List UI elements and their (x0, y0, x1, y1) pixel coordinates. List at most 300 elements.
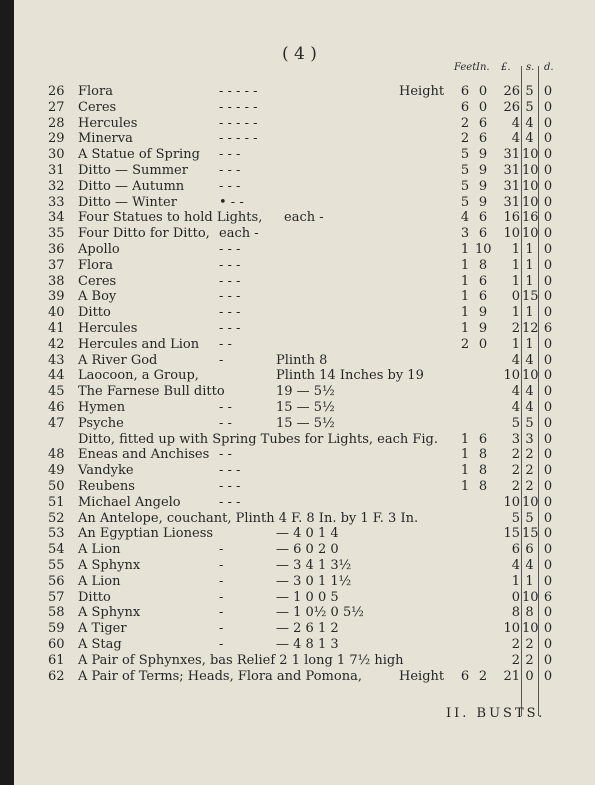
list-item (14, 242, 595, 258)
item-number: 54 (48, 542, 65, 558)
item-name: Hercules and Lion (78, 336, 200, 352)
plinth-dimensions: — 3 0 1 1½ (276, 573, 352, 589)
item-number: 49 (48, 463, 65, 479)
shillings-value: 10 (522, 368, 539, 384)
item-number: 40 (48, 305, 65, 321)
shillings-value: 3 (525, 431, 534, 447)
section-heading-busts: II. BUSTS. (446, 706, 546, 721)
pounds-value: 5 (511, 415, 520, 431)
shillings-value: 5 (525, 415, 534, 431)
list-item (14, 432, 595, 448)
item-name: The Farnese Bull ditto (78, 384, 225, 400)
pence-value: 6 (543, 589, 553, 605)
pounds-value: 2 (511, 479, 520, 494)
feet-value: 5 (460, 178, 470, 194)
leader-dots: - - (219, 336, 232, 352)
list-item (14, 84, 595, 100)
item-name: A Boy (78, 289, 117, 305)
item-number: 31 (48, 163, 65, 178)
height-label: Height (399, 84, 445, 99)
plinth-dimensions: Plinth 8 (276, 352, 328, 368)
feet-value: 5 (460, 194, 470, 210)
pounds-value: 2 (511, 637, 520, 652)
item-name: A Statue of Spring (78, 147, 200, 163)
item-number: 43 (48, 352, 65, 368)
item-number: 46 (48, 400, 65, 415)
pounds-value: 2 (511, 321, 520, 336)
pounds-value: 31 (503, 194, 520, 210)
leader-dots: - - (219, 400, 232, 415)
plinth-dimensions: Plinth 14 Inches by 19 (276, 368, 424, 384)
pounds-value: 4 (511, 131, 520, 147)
catalogue-page (14, 0, 595, 785)
item-number: 56 (48, 573, 65, 589)
pence-value: 0 (543, 494, 553, 510)
list-item (14, 147, 595, 163)
item-number: 32 (48, 178, 65, 194)
item-number: 44 (48, 368, 65, 384)
leader-dots: - - (219, 447, 232, 463)
pence-value: 0 (543, 621, 553, 637)
list-item (14, 653, 595, 669)
leader-dots: - - - - - (219, 115, 258, 131)
item-name: Hercules (78, 321, 138, 336)
feet-value: 1 (460, 257, 470, 273)
inches-value: 8 (478, 257, 488, 273)
pence-value: 0 (543, 542, 553, 558)
shillings-value: 8 (525, 605, 534, 621)
pence-value: 0 (543, 273, 553, 289)
list-item (14, 637, 595, 653)
height-label: Height (399, 668, 445, 684)
leader-dots: - - - (219, 178, 241, 194)
item-name: Ditto — Summer (78, 163, 188, 178)
feet-value: 1 (460, 479, 470, 494)
pounds-value: 1 (511, 573, 520, 589)
pounds-value: 1 (511, 273, 520, 289)
item-number: 51 (48, 494, 65, 510)
pounds-value: 2 (511, 447, 520, 463)
shillings-value: 1 (525, 257, 534, 273)
shillings-value: 16 (522, 210, 539, 226)
shillings-value: 4 (525, 400, 534, 415)
item-number: 30 (48, 147, 65, 163)
pounds-value: 31 (503, 147, 520, 163)
pence-value: 0 (543, 668, 553, 684)
item-number: 42 (48, 336, 65, 352)
header-feet: Feet (454, 62, 477, 73)
shillings-value: 10 (522, 147, 539, 163)
feet-value: 2 (460, 336, 470, 352)
item-name: Four Statues to hold Lights, (78, 210, 263, 226)
shillings-value: 0 (525, 668, 534, 684)
feet-value: 1 (460, 305, 470, 321)
feet-value: 6 (460, 99, 470, 115)
list-item (14, 337, 595, 353)
item-name: Ditto (78, 305, 111, 321)
pounds-value: 2 (511, 463, 520, 479)
list-item (14, 542, 595, 558)
item-number: 36 (48, 242, 65, 257)
list-item (14, 605, 595, 621)
inches-value: 9 (478, 321, 488, 336)
inches-value: 6 (478, 431, 488, 447)
pounds-value: 10 (503, 494, 520, 510)
pence-value: 0 (543, 431, 553, 447)
leader-dots: - - - - - (219, 99, 258, 115)
inches-value: 8 (478, 463, 488, 479)
feet-value: 1 (460, 273, 470, 289)
pence-value: 0 (543, 573, 553, 589)
plinth-dimensions: 15 — 5½ (276, 415, 335, 431)
inches-value: 9 (478, 163, 488, 178)
item-number: 48 (48, 447, 65, 463)
feet-value: 3 (460, 226, 470, 242)
leader-dots: - - (219, 415, 232, 431)
item-number: 35 (48, 226, 65, 242)
inches-value: 10 (475, 242, 492, 257)
plinth-dimensions: — 2 6 1 2 (276, 621, 339, 637)
inches-value: 8 (478, 479, 488, 494)
pence-value: 0 (543, 336, 553, 352)
item-name: Eneas and Anchises (78, 447, 210, 463)
list-item (14, 621, 595, 637)
list-item (14, 353, 595, 369)
pence-value: 0 (543, 99, 553, 115)
list-item (14, 195, 595, 211)
item-number: 47 (48, 415, 65, 431)
leader-dots: each - (284, 210, 324, 226)
inches-value: 6 (478, 226, 488, 242)
pounds-value: 15 (503, 526, 520, 542)
pence-value: 6 (543, 321, 553, 336)
inches-value: 0 (478, 336, 488, 352)
leader-dots: - - - (219, 479, 241, 494)
leader-dots: - (219, 558, 224, 573)
pence-value: 0 (543, 115, 553, 131)
pence-value: 0 (543, 368, 553, 384)
item-name: A Lion (78, 573, 121, 589)
pounds-value: 26 (503, 84, 520, 99)
feet-value: 1 (460, 447, 470, 463)
list-item (14, 400, 595, 416)
shillings-value: 2 (525, 637, 534, 652)
pounds-value: 0 (511, 289, 520, 305)
feet-value: 1 (460, 242, 470, 257)
item-name: Hymen (78, 400, 126, 415)
shillings-value: 10 (522, 589, 539, 605)
item-name: Flora (78, 257, 113, 273)
shillings-value: 4 (525, 352, 534, 368)
list-item (14, 368, 595, 384)
item-number: 38 (48, 273, 65, 289)
pence-value: 0 (543, 558, 553, 573)
shillings-value: 2 (525, 463, 534, 479)
list-item (14, 416, 595, 432)
pence-value: 0 (543, 210, 553, 226)
inches-value: 6 (478, 210, 488, 226)
shillings-value: 12 (522, 321, 539, 336)
leader-dots: - - - (219, 163, 241, 178)
list-item (14, 479, 595, 495)
inches-value: 6 (478, 273, 488, 289)
item-number: 29 (48, 131, 65, 147)
leader-dots: - (219, 542, 224, 558)
item-name: Ditto — Autumn (78, 178, 185, 194)
list-item (14, 163, 595, 179)
pence-value: 0 (543, 400, 553, 415)
pence-value: 0 (543, 652, 553, 668)
pence-value: 0 (543, 257, 553, 273)
inches-value: 2 (478, 668, 488, 684)
pence-value: 0 (543, 479, 553, 494)
shillings-value: 1 (525, 273, 534, 289)
inches-value: 8 (478, 447, 488, 463)
pounds-value: 26 (503, 99, 520, 115)
item-name: A Tiger (78, 621, 127, 637)
list-item (14, 131, 595, 147)
shillings-value: 10 (522, 194, 539, 210)
list-item (14, 526, 595, 542)
item-name: Apollo (78, 242, 120, 257)
leader-dots: • - - (219, 194, 244, 210)
plinth-dimensions: — 6 0 2 0 (276, 542, 339, 558)
pounds-value: 31 (503, 178, 520, 194)
plinth-dimensions: 19 — 5½ (276, 384, 335, 400)
list-item (14, 558, 595, 574)
pounds-value: 2 (511, 652, 520, 668)
item-name: Hercules (78, 115, 138, 131)
item-number: 57 (48, 589, 65, 605)
pounds-value: 4 (511, 115, 520, 131)
shillings-value: 2 (525, 652, 534, 668)
shillings-value: 1 (525, 305, 534, 321)
item-name: Reubens (78, 479, 135, 494)
item-number: 27 (48, 99, 65, 115)
leader-dots: - (219, 637, 224, 652)
pence-value: 0 (543, 463, 553, 479)
item-number: 50 (48, 479, 65, 494)
list-item (14, 669, 595, 685)
feet-value: 2 (460, 115, 470, 131)
feet-value: 1 (460, 431, 470, 447)
leader-dots: - (219, 605, 224, 621)
leader-dots: - - - (219, 257, 241, 273)
list-item (14, 226, 595, 242)
shillings-value: 1 (525, 336, 534, 352)
leader-dots: - - - (219, 242, 241, 257)
pence-value: 0 (543, 84, 553, 99)
pence-value: 0 (543, 194, 553, 210)
pounds-value: 1 (511, 242, 520, 257)
list-item (14, 116, 595, 132)
leader-dots: - - - (219, 289, 241, 305)
leader-dots: - - - - - (219, 84, 258, 99)
feet-value: 6 (460, 668, 470, 684)
item-name: Ceres (78, 273, 117, 289)
feet-value: 4 (460, 210, 470, 226)
header-pence: d. (544, 62, 554, 73)
pounds-value: 6 (511, 542, 520, 558)
plinth-dimensions: — 3 4 1 3½ (276, 558, 352, 573)
shillings-value: 4 (525, 558, 534, 573)
item-name: Ceres (78, 99, 117, 115)
inches-value: 6 (478, 289, 488, 305)
list-item (14, 274, 595, 290)
item-number: 59 (48, 621, 65, 637)
pounds-value: 1 (511, 336, 520, 352)
item-number: 33 (48, 194, 65, 210)
shillings-value: 1 (525, 242, 534, 257)
pence-value: 0 (543, 305, 553, 321)
shillings-value: 4 (525, 384, 534, 400)
feet-value: 5 (460, 147, 470, 163)
header-inches: In. (476, 62, 490, 73)
shillings-value: 5 (525, 99, 534, 115)
leader-dots: - (219, 352, 224, 368)
list-item (14, 100, 595, 116)
leader-dots: each - (219, 226, 259, 242)
pence-value: 0 (543, 637, 553, 652)
shillings-value: 10 (522, 178, 539, 194)
pounds-value: 4 (511, 352, 520, 368)
item-name: Vandyke (78, 463, 134, 479)
item-name: An Egyptian Lioness (78, 526, 214, 542)
item-name: A Sphynx (78, 558, 141, 573)
inches-value: 9 (478, 178, 488, 194)
item-number: 34 (48, 210, 65, 226)
inches-value: 9 (478, 194, 488, 210)
list-item (14, 511, 595, 527)
shillings-value: 6 (525, 542, 534, 558)
pence-value: 0 (543, 384, 553, 400)
leader-dots: - (219, 573, 224, 589)
shillings-value: 15 (522, 526, 539, 542)
pence-value: 0 (543, 415, 553, 431)
pence-value: 0 (543, 131, 553, 147)
inches-value: 0 (478, 99, 488, 115)
list-item (14, 495, 595, 511)
item-name: Michael Angelo (78, 494, 181, 510)
item-name: Laocoon, a Group, (78, 368, 199, 384)
leader-dots: - - - - - (219, 131, 258, 147)
item-name: A Lion (78, 542, 121, 558)
item-number: 62 (48, 668, 65, 684)
pence-value: 0 (543, 147, 553, 163)
item-name: Ditto — Winter (78, 194, 177, 210)
list-item (14, 384, 595, 400)
item-number: 28 (48, 115, 65, 131)
item-number: 39 (48, 289, 65, 305)
item-name: Ditto (78, 589, 111, 605)
inches-value: 6 (478, 115, 488, 131)
item-number: 41 (48, 321, 65, 336)
header-shillings: s. (526, 62, 535, 73)
leader-dots: - - - (219, 463, 241, 479)
item-name: A Sphynx (78, 605, 141, 621)
item-name: Minerva (78, 131, 133, 147)
pounds-value: 10 (503, 621, 520, 637)
feet-value: 1 (460, 289, 470, 305)
inches-value: 9 (478, 147, 488, 163)
shillings-value: 10 (522, 226, 539, 242)
shillings-value: 15 (522, 289, 539, 305)
pounds-value: 8 (511, 605, 520, 621)
shillings-value: 2 (525, 479, 534, 494)
inches-value: 6 (478, 131, 488, 147)
leader-dots: - (219, 621, 224, 637)
list-item (14, 321, 595, 337)
list-item (14, 463, 595, 479)
shillings-value: 10 (522, 163, 539, 178)
plinth-dimensions: — 4 0 1 4 (276, 526, 339, 542)
item-number: 52 (48, 510, 65, 526)
plinth-dimensions: 15 — 5½ (276, 400, 335, 415)
list-item (14, 179, 595, 195)
item-number: 37 (48, 257, 65, 273)
list-item (14, 447, 595, 463)
list-item (14, 289, 595, 305)
pounds-value: 4 (511, 558, 520, 573)
item-number: 61 (48, 652, 65, 668)
item-name: Ditto, fitted up with Spring Tubes for Lights, each Fig. (78, 431, 439, 447)
pence-value: 0 (543, 447, 553, 463)
feet-value: 6 (460, 84, 470, 99)
shillings-value: 1 (525, 573, 534, 589)
pence-value: 0 (543, 163, 553, 178)
inches-value: 0 (478, 84, 488, 99)
feet-value: 5 (460, 163, 470, 178)
item-number: 45 (48, 384, 65, 400)
leader-dots: - - - (219, 147, 241, 163)
pounds-value: 5 (511, 510, 520, 526)
pounds-value: 1 (511, 257, 520, 273)
pence-value: 0 (543, 226, 553, 242)
item-number: 58 (48, 605, 65, 621)
pounds-value: 4 (511, 400, 520, 415)
pounds-value: 16 (503, 210, 520, 226)
item-name: A Pair of Terms; Heads, Flora and Pomona, (78, 668, 362, 684)
plinth-dimensions: — 1 0½ 0 5½ (276, 605, 364, 621)
leader-dots: - - - (219, 321, 241, 336)
pounds-value: 3 (511, 431, 520, 447)
pence-value: 0 (543, 289, 553, 305)
shillings-value: 4 (525, 115, 534, 131)
pence-value: 0 (543, 352, 553, 368)
shillings-value: 4 (525, 131, 534, 147)
leader-dots: - (219, 589, 224, 605)
pence-value: 0 (543, 242, 553, 257)
item-name: A Stag (78, 637, 122, 652)
item-number: 60 (48, 637, 65, 652)
pence-value: 0 (543, 526, 553, 542)
inches-value: 9 (478, 305, 488, 321)
list-item (14, 590, 595, 606)
list-item (14, 258, 595, 274)
shillings-value: 5 (525, 84, 534, 99)
shillings-value: 10 (522, 494, 539, 510)
pence-value: 0 (543, 178, 553, 194)
pounds-value: 31 (503, 163, 520, 178)
list-item (14, 305, 595, 321)
shillings-value: 10 (522, 621, 539, 637)
pounds-value: 10 (503, 368, 520, 384)
list-item (14, 210, 595, 226)
pounds-value: 10 (503, 226, 520, 242)
item-name: An Antelope, couchant, Plinth 4 F. 8 In. by 1 F. 3 In. (78, 510, 419, 526)
item-name: A Pair of Sphynxes, bas Relief 2 1 long 1 7½ high (78, 652, 404, 668)
feet-value: 1 (460, 463, 470, 479)
